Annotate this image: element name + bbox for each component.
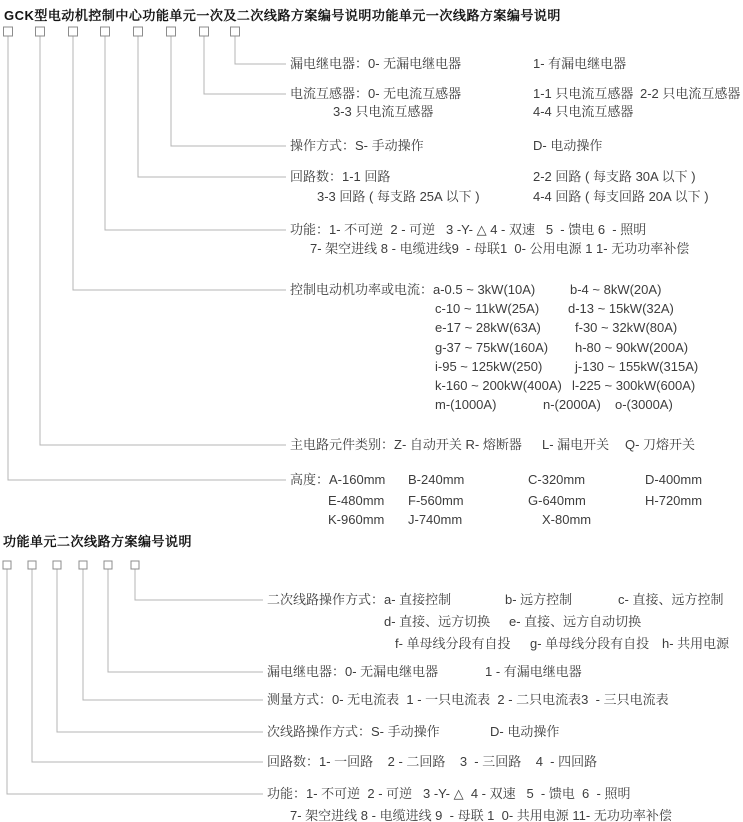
connector-line xyxy=(135,569,263,600)
code-description-text: 2-2 只电流互感器 xyxy=(640,86,741,101)
connector-line xyxy=(83,569,263,700)
code-description-text: 次线路操作方式：S- 手动操作 xyxy=(267,724,440,739)
code-description-text: K-960mm xyxy=(328,512,385,527)
code-description-text: L- 漏电开关 xyxy=(542,437,610,452)
code-description-text: 回路数：1-1 回路 xyxy=(290,169,391,184)
code-position-box xyxy=(101,27,110,36)
code-description-text: C-320mm xyxy=(528,472,586,487)
code-description-text: D- 电动操作 xyxy=(533,138,603,153)
connector-line xyxy=(40,36,286,445)
code-description-text: 2-2 回路 ( 每支路 30A 以下 ) xyxy=(533,169,696,184)
code-description-text: X-80mm xyxy=(542,512,592,527)
code-description-text: n-(2000A) xyxy=(543,397,601,412)
code-position-box xyxy=(200,27,209,36)
code-position-box xyxy=(167,27,176,36)
code-description-text: 3-3 回路 ( 每支路 25A 以下 ) xyxy=(317,189,480,204)
code-description-text: 1-1 只电流互感器 xyxy=(533,86,634,101)
connector-line xyxy=(7,569,263,794)
code-description-text: b- 远方控制 xyxy=(505,592,573,607)
connector-line xyxy=(57,569,263,732)
code-position-box xyxy=(28,561,36,569)
code-position-box xyxy=(53,561,61,569)
code-description-text: 1- 有漏电继电器 xyxy=(533,56,627,71)
code-position-box xyxy=(79,561,87,569)
code-description-text: e- 直接、远方自动切换 xyxy=(509,614,642,629)
connector-line xyxy=(204,36,286,94)
code-description-text: D-400mm xyxy=(645,472,703,487)
connector-line xyxy=(171,36,286,146)
code-description-text: F-560mm xyxy=(408,493,464,508)
code-description-text: c- 直接、远方控制 xyxy=(618,592,724,607)
code-description-text: f-30 ~ 32kW(80A) xyxy=(575,320,678,335)
code-description-text: 漏电继电器：0- 无漏电继电器 xyxy=(290,56,462,71)
code-description-text: c-10 ~ 11kW(25A) xyxy=(435,301,540,316)
code-description-text: B-240mm xyxy=(408,472,465,487)
code-position-box xyxy=(36,27,45,36)
code-description-text: k-160 ~ 200kW(400A) xyxy=(435,378,562,393)
code-description-text: 3-3 只电流互感器 xyxy=(333,104,434,119)
code-position-box xyxy=(69,27,78,36)
code-description-text: J-740mm xyxy=(408,512,463,527)
code-description-text: f- 单母线分段有自投 xyxy=(395,636,511,651)
code-description-text: l-225 ~ 300kW(600A) xyxy=(572,378,696,393)
code-description-text: 7- 架空进线 8 - 电缆进线9 - 母联1 0- 公用电源 1 1- 无功功率补偿 xyxy=(310,241,690,256)
code-description-text: h-80 ~ 90kW(200A) xyxy=(575,340,689,355)
code-description-text: 二次线路操作方式：a- 直接控制 xyxy=(267,592,452,607)
code-description-text: 1 - 有漏电继电器 xyxy=(485,664,582,679)
code-description-text: 控制电动机功率或电流：a-0.5 ~ 3kW(10A) xyxy=(290,282,536,297)
connector-line xyxy=(138,36,286,177)
code-description-text: m-(1000A) xyxy=(435,397,497,412)
code-position-box xyxy=(4,27,13,36)
code-description-text: 4-4 只电流互感器 xyxy=(533,104,634,119)
code-description-text: 测量方式：0- 无电流表 1 - 一只电流表 2 - 二只电流表3 - 三只电流表 xyxy=(267,692,669,707)
code-description-text: D- 电动操作 xyxy=(490,724,560,739)
code-description-text: o-(3000A) xyxy=(615,397,673,412)
code-description-text: g- 单母线分段有自投 xyxy=(530,636,650,651)
code-description-text: H-720mm xyxy=(645,493,703,508)
code-description-text: 回路数：1- 一回路 2 - 二回路 3 - 三回路 4 - 四回路 xyxy=(267,754,598,769)
code-description-text: d-13 ~ 15kW(32A) xyxy=(568,301,674,316)
code-description-text: 高度：A-160mm xyxy=(290,472,386,487)
code-description-text: 操作方式：S- 手动操作 xyxy=(290,138,424,153)
connector-line xyxy=(105,36,286,230)
connector-line xyxy=(108,569,263,672)
code-position-box xyxy=(134,27,143,36)
code-description-text: j-130 ~ 155kW(315A) xyxy=(575,359,699,374)
code-description-text: 功能：1- 不可逆 2 - 可逆 3 -Y- △ 4 - 双速 5 - 馈电 6 - 照明 xyxy=(267,786,631,801)
code-position-box xyxy=(131,561,139,569)
code-description-text: 漏电继电器：0- 无漏电继电器 xyxy=(267,664,439,679)
code-description-text: 7- 架空进线 8 - 电缆进线 9 - 母联 1 0- 共用电源 11- 无功功率补偿 xyxy=(290,808,672,822)
connector-line xyxy=(8,36,286,480)
secondary-section-title: 功能单元二次线路方案编号说明 xyxy=(3,534,193,549)
code-description-text: d- 直接、远方切换 xyxy=(384,614,491,629)
code-description-text: 主电路元件类别：Z- 自动开关 R- 熔断器 xyxy=(290,437,522,452)
code-description-text: e-17 ~ 28kW(63A) xyxy=(435,320,541,335)
code-description-text: E-480mm xyxy=(328,493,385,508)
code-position-box xyxy=(3,561,11,569)
code-description-text: i-95 ~ 125kW(250) xyxy=(435,359,543,374)
code-description-text: g-37 ~ 75kW(160A) xyxy=(435,340,549,355)
connector-line xyxy=(235,36,286,64)
code-description-text: h- 共用电源 xyxy=(662,636,730,651)
code-position-box xyxy=(231,27,240,36)
code-description-text: 功能：1- 不可逆 2 - 可逆 3 -Y- △ 4 - 双速 5 - 馈电 6 - 照明 xyxy=(290,222,647,237)
code-description-text: Q- 刀熔开关 xyxy=(625,437,696,452)
code-description-text: 4-4 回路 ( 每支回路 20A 以下 ) xyxy=(533,189,709,204)
connector-line xyxy=(32,569,263,762)
page-title: GCK型电动机控制中心功能单元一次及二次线路方案编号说明功能单元一次线路方案编号说明 xyxy=(4,8,561,23)
code-position-box xyxy=(104,561,112,569)
code-description-text: G-640mm xyxy=(528,493,586,508)
code-description-text: b-4 ~ 8kW(20A) xyxy=(570,282,662,297)
code-description-text: 电流互感器：0- 无电流互感器 xyxy=(290,86,462,101)
